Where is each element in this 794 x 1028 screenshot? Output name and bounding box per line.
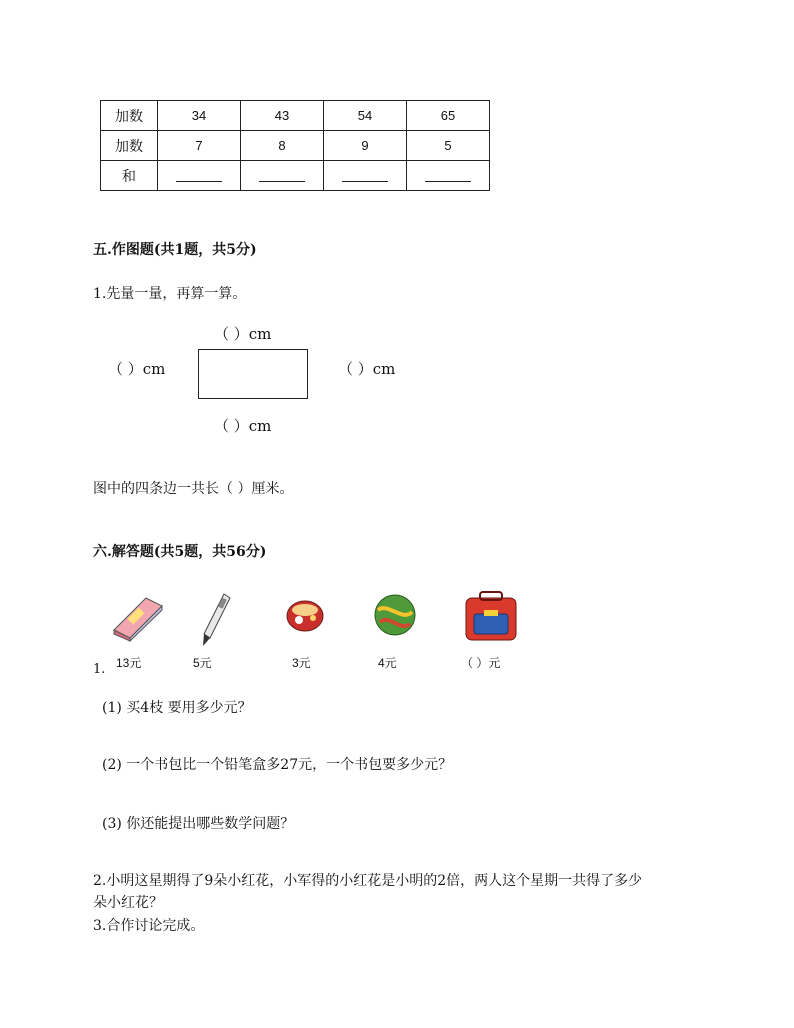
question-text: 朵小红花？ xyxy=(93,895,163,911)
answer-blank[interactable] xyxy=(342,167,388,182)
question-text: 3.合作讨论完成。 xyxy=(93,918,205,934)
addition-table xyxy=(100,100,490,191)
right-length-label[interactable]: （ ）cm xyxy=(338,360,396,378)
table-cell: 43 xyxy=(241,101,324,131)
row-label: 加数 xyxy=(101,131,158,161)
table-cell: 8 xyxy=(241,131,324,161)
question-text: 2.小明这星期得了9朵小红花，小军得的小红花是小明的2倍，两人这个星期一共得了多少 xyxy=(93,873,643,889)
section-title: 六.解答题(共5题，共56分) xyxy=(93,544,267,560)
table-cell: 54 xyxy=(324,101,407,131)
item-price: 3元 xyxy=(292,656,311,670)
table-cell: 34 xyxy=(158,101,241,131)
answer-blank[interactable] xyxy=(176,167,222,182)
table-row xyxy=(101,131,490,161)
answer-blank-cell[interactable] xyxy=(158,161,241,191)
section-title: 五.作图题(共1题，共5分) xyxy=(93,242,257,258)
pen-icon xyxy=(198,592,234,648)
item-price: 4元 xyxy=(378,656,397,670)
sub-question: (2) 一个书包比一个铅笔盒多27元，一个书包要多少元？ xyxy=(102,757,453,773)
sub-question: (1) 买4枝 要用多少元？ xyxy=(102,700,252,716)
ball-icon xyxy=(372,592,418,638)
row-label: 和 xyxy=(101,161,158,191)
table-cell: 9 xyxy=(324,131,407,161)
top-length-label[interactable]: （ ）cm xyxy=(214,325,272,343)
bottom-length-label[interactable]: （ ）cm xyxy=(214,417,272,435)
answer-blank[interactable] xyxy=(259,167,305,182)
table-cell: 7 xyxy=(158,131,241,161)
answer-blank-cell[interactable] xyxy=(407,161,490,191)
item-price: 5元 xyxy=(193,656,212,670)
item-price[interactable]: （ ）元 xyxy=(461,656,501,670)
answer-blank[interactable] xyxy=(425,167,471,182)
sharpener-icon xyxy=(283,592,329,638)
schoolbag-icon xyxy=(462,590,520,644)
table-cell: 5 xyxy=(407,131,490,161)
question-text: 1.先量一量，再算一算。 xyxy=(93,286,247,302)
table-cell: 65 xyxy=(407,101,490,131)
left-length-label[interactable]: （ ）cm xyxy=(108,360,166,378)
rectangle-figure xyxy=(198,349,308,399)
answer-blank-cell[interactable] xyxy=(324,161,407,191)
item-price: 13元 xyxy=(116,656,142,670)
pencil-box-icon xyxy=(110,592,166,642)
answer-blank-cell[interactable] xyxy=(241,161,324,191)
row-label: 加数 xyxy=(101,101,158,131)
table-row xyxy=(101,101,490,131)
question-number: 1. xyxy=(93,662,106,677)
question-text: 图中的四条边一共长（ ）厘米。 xyxy=(93,481,294,497)
table-row xyxy=(101,161,490,191)
sub-question: (3) 你还能提出哪些数学问题？ xyxy=(102,816,295,832)
